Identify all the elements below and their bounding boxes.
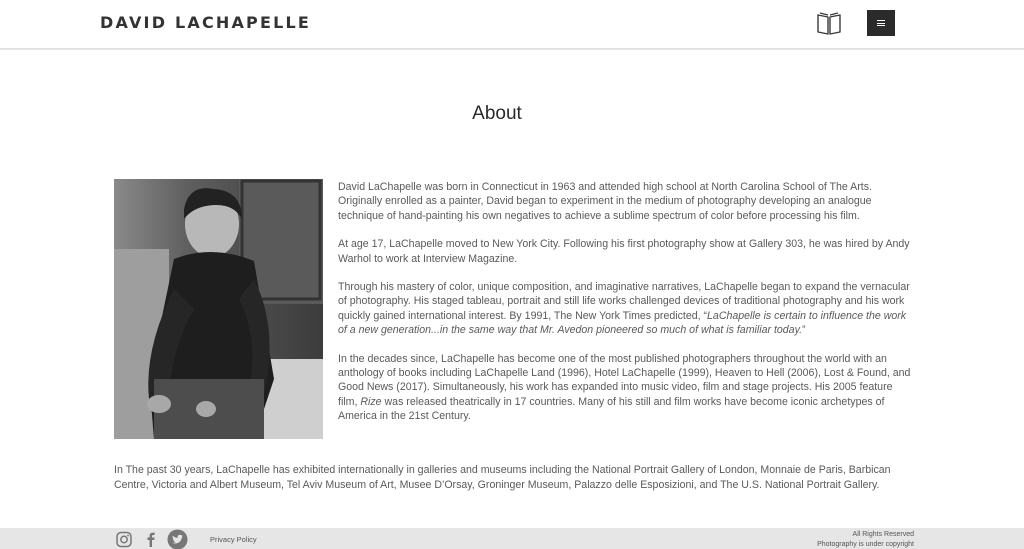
book-icon[interactable] — [816, 10, 842, 36]
bio-text-segment: Through his mastery of color, unique composition, and imaginative narratives, LaChapelle began to expand the vernacular of photography. His staged tableau, portrait and still life works challenged devices of traditional photography and his work quickly gained international interest. By 1991, The New York Times predicted, “ — [338, 281, 910, 322]
bio-text-segment: was released theatrically in 17 countries. Many of his still and film works have become iconic archetypes of America in the 21st Century. — [338, 395, 885, 423]
film-title: Rize — [360, 395, 382, 408]
nyt-quote: LaChapelle is certain to influence the work of a new generation...in the same way that Mr. Avedon pioneered so much of what is familiar today. — [338, 309, 907, 337]
privacy-policy-link[interactable]: Privacy Policy — [210, 535, 257, 544]
copyright-notice — [817, 530, 914, 549]
twitter-icon[interactable] — [167, 529, 188, 549]
rights-line: Photography is under copyright — [817, 541, 914, 548]
rights-line: All Rights Reserved — [852, 531, 914, 538]
menu-button[interactable] — [867, 10, 895, 36]
instagram-icon[interactable] — [115, 531, 133, 549]
bio-paragraph — [338, 352, 914, 424]
bio-paragraph: At age 17, LaChapelle moved to New York City. Following his first photography show at Gallery 303, he was hired by Andy Warhol to work at Interview Magazine. — [338, 238, 910, 265]
hamburger-menu-icon — [877, 20, 885, 26]
site-header — [0, 0, 1024, 50]
portrait-photo — [114, 179, 323, 439]
site-logo[interactable]: DAVID LACHAPELLE — [100, 13, 312, 32]
bio-text-segment: ” — [802, 324, 806, 337]
bio-paragraph: David LaChapelle was born in Connecticut in 1963 and attended high school at North Carolina School of The Arts. Originally enrolled as a painter, David began to experiment in the medium of photography developing an analogue technique of hand-painting his own negatives to achieve a sublime spectrum of color before processing his film. — [338, 181, 872, 222]
bio-text — [338, 180, 914, 438]
site-footer — [0, 528, 1024, 549]
bio-text-segment: In the decades since, LaChapelle has become one of the most published photographers throughout the world with an anthology of books including LaChapelle Land (1996), Hotel LaChapelle (1999), Heaven to Hell (2006), Lost & Found, and Good News (2017). Simultaneously, his work has expanded into music video, film and stage projects. His 2005 feature film, — [338, 352, 911, 408]
facebook-icon[interactable] — [142, 531, 160, 549]
bio-paragraph — [338, 280, 914, 338]
page-title: About — [472, 103, 522, 124]
bio-paragraph-exhibitions: In The past 30 years, LaChapelle has exhibited internationally in galleries and museums including the National Portrait Gallery of London, Monnaie de Paris, Barbican Centre, Victoria and Albert Museum, Tel Aviv Museum of Art, Musee D’Orsay, Groninger Museum, Palazzo delle Esposizioni, and The U.S. National Portrait Gallery. — [114, 464, 891, 491]
